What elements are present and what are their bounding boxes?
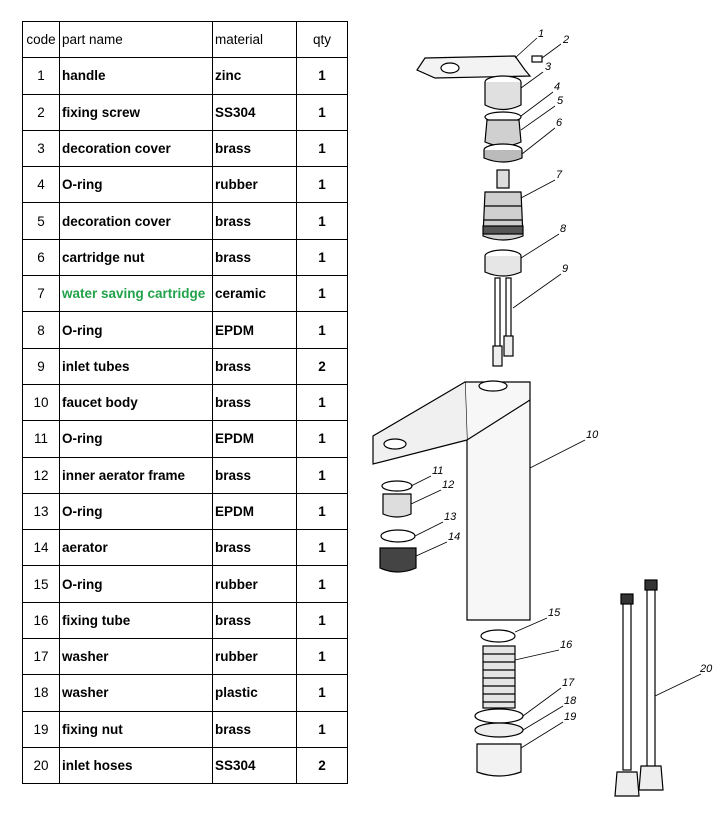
table-row (23, 530, 348, 566)
part-name-cell: O-ring (60, 566, 213, 602)
material-cell: SS304 (213, 747, 297, 783)
table-row (23, 602, 348, 638)
cartridge-nut-part (484, 144, 522, 162)
part-code-cell: 18 (23, 675, 60, 711)
callout-15: 15 (548, 607, 561, 619)
table-header-row (23, 22, 348, 58)
callout-13: 13 (444, 511, 457, 523)
part-code-cell: 11 (23, 421, 60, 457)
handle-part (417, 56, 530, 78)
part-code-cell: 6 (23, 239, 60, 275)
qty-cell: 1 (297, 312, 348, 348)
inlet-tubes-part (493, 278, 513, 366)
washer-17-part (475, 709, 523, 723)
callout-2: 2 (563, 34, 570, 46)
table-row (23, 167, 348, 203)
material-cell: EPDM (213, 493, 297, 529)
callout-3: 3 (545, 61, 552, 73)
part-code-cell: 3 (23, 130, 60, 166)
table-row (23, 130, 348, 166)
part-code-cell: 13 (23, 493, 60, 529)
qty-cell: 1 (297, 675, 348, 711)
part-code-cell: 16 (23, 602, 60, 638)
qty-cell: 1 (297, 58, 348, 94)
part-name-cell: inlet tubes (60, 348, 213, 384)
part-name-cell: cartridge nut (60, 239, 213, 275)
qty-cell: 1 (297, 711, 348, 747)
o-ring-11-part (382, 481, 412, 491)
material-cell: brass (213, 384, 297, 420)
callout-11: 11 (432, 465, 444, 477)
material-cell: brass (213, 239, 297, 275)
table-row (23, 566, 348, 602)
callout-1: 1 (538, 28, 545, 40)
part-name-cell: washer (60, 639, 213, 675)
callout-4: 4 (554, 81, 561, 93)
part-name-cell: inner aerator frame (60, 457, 213, 493)
fixing-tube-part (483, 646, 515, 708)
material-cell: EPDM (213, 421, 297, 457)
callout-19: 19 (564, 711, 577, 723)
material-cell: brass (213, 348, 297, 384)
part-name-cell: faucet body (60, 384, 213, 420)
part-code-cell: 19 (23, 711, 60, 747)
qty-cell: 1 (297, 384, 348, 420)
table-row (23, 421, 348, 457)
qty-cell: 1 (297, 493, 348, 529)
part-name-cell: O-ring (60, 421, 213, 457)
o-ring-15-part (481, 630, 515, 642)
table-row (23, 348, 348, 384)
washer-18-part (475, 723, 523, 737)
material-cell: plastic (213, 675, 297, 711)
inlet-hoses-part (615, 580, 663, 796)
qty-cell: 2 (297, 747, 348, 783)
callout-6: 6 (556, 117, 563, 129)
table-row (23, 203, 348, 239)
qty-cell: 1 (297, 602, 348, 638)
header-material: material (213, 22, 297, 58)
callout-7: 7 (556, 169, 563, 181)
material-cell: brass (213, 203, 297, 239)
qty-cell: 1 (297, 239, 348, 275)
material-cell: brass (213, 530, 297, 566)
part-code-cell: 10 (23, 384, 60, 420)
part-name-cell: inlet hoses (60, 747, 213, 783)
table-row (23, 58, 348, 94)
aerator-part (380, 548, 416, 572)
table-row (23, 239, 348, 275)
table-body (23, 58, 348, 784)
part-code-cell: 12 (23, 457, 60, 493)
table-row (23, 384, 348, 420)
material-cell: brass (213, 602, 297, 638)
o-ring-13-part (381, 530, 415, 542)
callout-10: 10 (586, 429, 599, 441)
qty-cell: 1 (297, 94, 348, 130)
material-cell: brass (213, 457, 297, 493)
part-name-cell: handle (60, 58, 213, 94)
part-name-cell: O-ring (60, 493, 213, 529)
part-code-cell: 7 (23, 276, 60, 312)
table-row (23, 276, 348, 312)
qty-cell: 1 (297, 203, 348, 239)
callout-8: 8 (560, 223, 567, 235)
decoration-cover-part (485, 76, 521, 110)
part-name-cell: aerator (60, 530, 213, 566)
callout-16: 16 (560, 639, 573, 651)
material-cell: rubber (213, 566, 297, 602)
callout-5: 5 (557, 95, 564, 107)
part-name-cell: O-ring (60, 167, 213, 203)
material-cell: rubber (213, 167, 297, 203)
table-row (23, 639, 348, 675)
qty-cell: 1 (297, 457, 348, 493)
part-name-cell: washer (60, 675, 213, 711)
callout-20: 20 (700, 663, 713, 675)
fixing-nut-part (477, 744, 521, 776)
table-row (23, 457, 348, 493)
table-row (23, 312, 348, 348)
material-cell: EPDM (213, 312, 297, 348)
header-part-name: part name (60, 22, 213, 58)
table-row (23, 675, 348, 711)
part-name-cell: water saving cartridge (60, 276, 213, 312)
qty-cell: 1 (297, 566, 348, 602)
header-qty: qty (297, 22, 348, 58)
part-name-cell: fixing tube (60, 602, 213, 638)
header-code: code (23, 22, 60, 58)
qty-cell: 1 (297, 639, 348, 675)
qty-cell: 1 (297, 276, 348, 312)
exploded-view-diagram (355, 20, 720, 810)
part-code-cell: 20 (23, 747, 60, 783)
cartridge-part (483, 170, 523, 240)
material-cell: brass (213, 130, 297, 166)
material-cell: ceramic (213, 276, 297, 312)
o-ring-8-part (485, 250, 521, 276)
table-row (23, 711, 348, 747)
parts-table (22, 21, 348, 784)
material-cell: rubber (213, 639, 297, 675)
callout-12: 12 (442, 479, 455, 491)
material-cell: zinc (213, 58, 297, 94)
qty-cell: 1 (297, 167, 348, 203)
qty-cell: 1 (297, 421, 348, 457)
callout-18: 18 (564, 695, 577, 707)
qty-cell: 2 (297, 348, 348, 384)
material-cell: brass (213, 711, 297, 747)
part-code-cell: 17 (23, 639, 60, 675)
part-name-cell: fixing screw (60, 94, 213, 130)
qty-cell: 1 (297, 530, 348, 566)
callout-17: 17 (562, 677, 575, 689)
decoration-cover-5-part (485, 120, 521, 146)
inner-aerator-frame-part (383, 494, 411, 517)
callout-14: 14 (448, 531, 461, 543)
table-row (23, 493, 348, 529)
material-cell: SS304 (213, 94, 297, 130)
part-name-cell: decoration cover (60, 130, 213, 166)
part-code-cell: 9 (23, 348, 60, 384)
part-code-cell: 8 (23, 312, 60, 348)
part-code-cell: 2 (23, 94, 60, 130)
part-code-cell: 1 (23, 58, 60, 94)
part-code-cell: 5 (23, 203, 60, 239)
callout-9: 9 (562, 263, 569, 275)
part-code-cell: 14 (23, 530, 60, 566)
table-row (23, 747, 348, 783)
table-row (23, 94, 348, 130)
part-name-cell: fixing nut (60, 711, 213, 747)
part-code-cell: 15 (23, 566, 60, 602)
part-code-cell: 4 (23, 167, 60, 203)
part-name-cell: O-ring (60, 312, 213, 348)
part-name-cell: decoration cover (60, 203, 213, 239)
fixing-screw-part (532, 56, 542, 62)
qty-cell: 1 (297, 130, 348, 166)
